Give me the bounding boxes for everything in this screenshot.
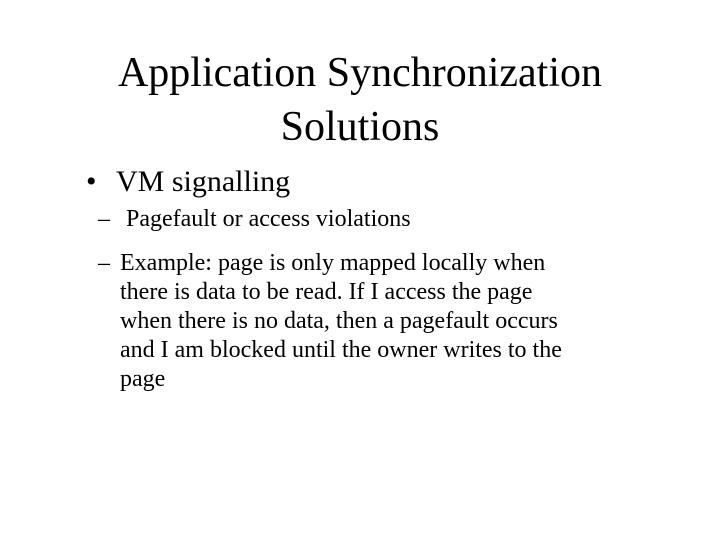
sub-item-text: page (120, 366, 166, 392)
bullet-marker: • (86, 165, 97, 198)
sub-item-text: Pagefault or access violations (120, 206, 411, 232)
sub-item-text: there is data to be read. If I access the page (120, 279, 533, 305)
sub-item (98, 205, 411, 234)
sub-item-marker: – (98, 250, 110, 276)
title-line: Solutions (280, 104, 440, 150)
sub-item-text: and I am blocked until the owner writes to the (120, 337, 562, 363)
sub-item-text: Example: page is only mapped locally when (120, 250, 546, 276)
slide-title (0, 46, 720, 154)
sub-item-text: when there is no data, then a pagefault occurs (120, 308, 558, 334)
sub-item-marker: – (98, 206, 110, 232)
title-line: Application Synchronization (117, 50, 603, 96)
sub-item (98, 249, 562, 394)
bullet-text: VM signalling (116, 165, 291, 198)
bullet-item (86, 163, 290, 201)
